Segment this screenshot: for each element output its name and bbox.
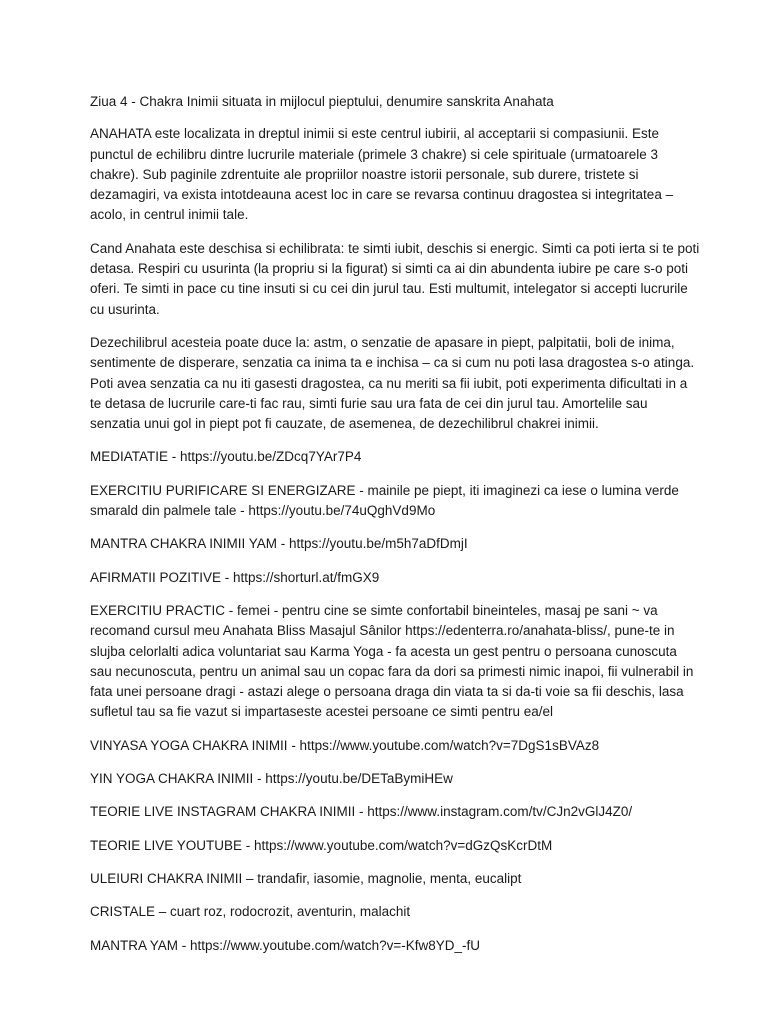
item-yin-yoga: YIN YOGA CHAKRA INIMII - https://youtu.be/DETaBymiHEw [90, 771, 453, 787]
item-exercitiu-practic: EXERCITIU PRACTIC - femei - pentru cine se simte confortabil bineinteles, masaj pe sani ~ va recomand cursul meu Anahata Bliss Masajul Sânilor https://edenterra.ro/anahata-bliss/, pune-te in slujba celorlalti adica voluntariat sau Karma Yoga - fa acesta un gest pentru o persoana cunoscuta sau necunoscuta, pentru un animal sau un copac fara da dori sa primesti nimic inapoi, fii vulnerabil in fata unei persoane dragi - astazi alege o persoana draga din viata ta si da-ti voie sa fii deschis, lasa sufletul tau sa fie vazut si impartaseste acestei persoane ce simti pentru ea/el [90, 602, 694, 720]
paragraph-anahata-intro: ANAHATA este localizata in dreptul inimii si este centrul iubirii, al acceptarii si compasiunii. Este punctul de echilibru dintre lucrurile materiale (primele 3 chakre) si cele spirituale (urmatoarele 3 chakre). Sub paginile zdrentuite ale propriilor noastre istorii personale, sub durere, tristete si dezamagiri, va exista intotdeauna acest loc in care se revarsa continuu dragostea si integritatea – acolo, in centrul inimii tale. [90, 126, 674, 223]
item-cristale: CRISTALE – cuart roz, rodocrozit, aventurin, malachit [90, 904, 411, 920]
paragraph-balanced: Cand Anahata este deschisa si echilibrata: te simti iubit, deschis si energic. Simti ca poti ierta si te poti detasa. Respiri cu usurinta (la propriu si la figurat) si simti ca ai din abundenta iubire pe care s-o poti oferi. Te simti in pace cu tine insuti si cu cei din jurul tau. Esti multumit, intelegator si accepti lucrurile cu usurinta. [90, 240, 700, 317]
document-page [90, 92, 700, 969]
paragraph-imbalance: Dezechilibrul acesteia poate duce la: astm, o senzatie de apasare in piept, palpitatii, boli de inima, sentimente de disperare, senzatia ca inima ta e inchisa – ca si cum nu poti lasa dragostea s-o atinga. Poti avea senzatia ca nu iti gasesti dragostea, ca nu meriti sa fii iubit, poti experimenta dificultati in a te detasa de lucrurile care-ti fac rau, simti furie sau ura fata de cei din jurul tau. Amortelile sau senzatia unui gol in piept pot fi cauzate, de asemenea, de dezechilibrul chakrei inimii. [90, 334, 695, 432]
item-mantra-chakra: MANTRA CHAKRA INIMII YAM - https://youtu.be/m5h7aDfDmjI [90, 536, 468, 552]
item-teorie-instagram: TEORIE LIVE INSTAGRAM CHAKRA INIMII - https://www.instagram.com/tv/CJn2vGlJ4Z0/ [90, 804, 633, 820]
item-vinyasa-yoga: VINYASA YOGA CHAKRA INIMII - https://www.youtube.com/watch?v=7DgS1sBVAz8 [90, 737, 600, 753]
item-exercitiu-purificare: EXERCITIU PURIFICARE SI ENERGIZARE - mainile pe piept, iti imaginezi ca iese o lumina verde smarald din palmele tale - https://youtu.be/74uQghVd9Mo [90, 482, 679, 519]
item-meditatie: MEDIATATIE - https://youtu.be/ZDcq7YAr7P4 [90, 449, 362, 465]
document-title: Ziua 4 - Chakra Inimii situata in mijlocul pieptului, denumire sanskrita Anahata [90, 94, 554, 109]
item-teorie-youtube: TEORIE LIVE YOUTUBE - https://www.youtube.com/watch?v=dGzQsKcrDtM [90, 837, 553, 853]
item-mantra-yam: MANTRA YAM - https://www.youtube.com/watch?v=-Kfw8YD_-fU [90, 937, 481, 953]
item-afirmatii: AFIRMATII POZITIVE - https://shorturl.at/fmGX9 [90, 569, 380, 585]
item-uleiuri: ULEIURI CHAKRA INIMII – trandafir, iasomie, magnolie, menta, eucalipt [90, 870, 522, 886]
